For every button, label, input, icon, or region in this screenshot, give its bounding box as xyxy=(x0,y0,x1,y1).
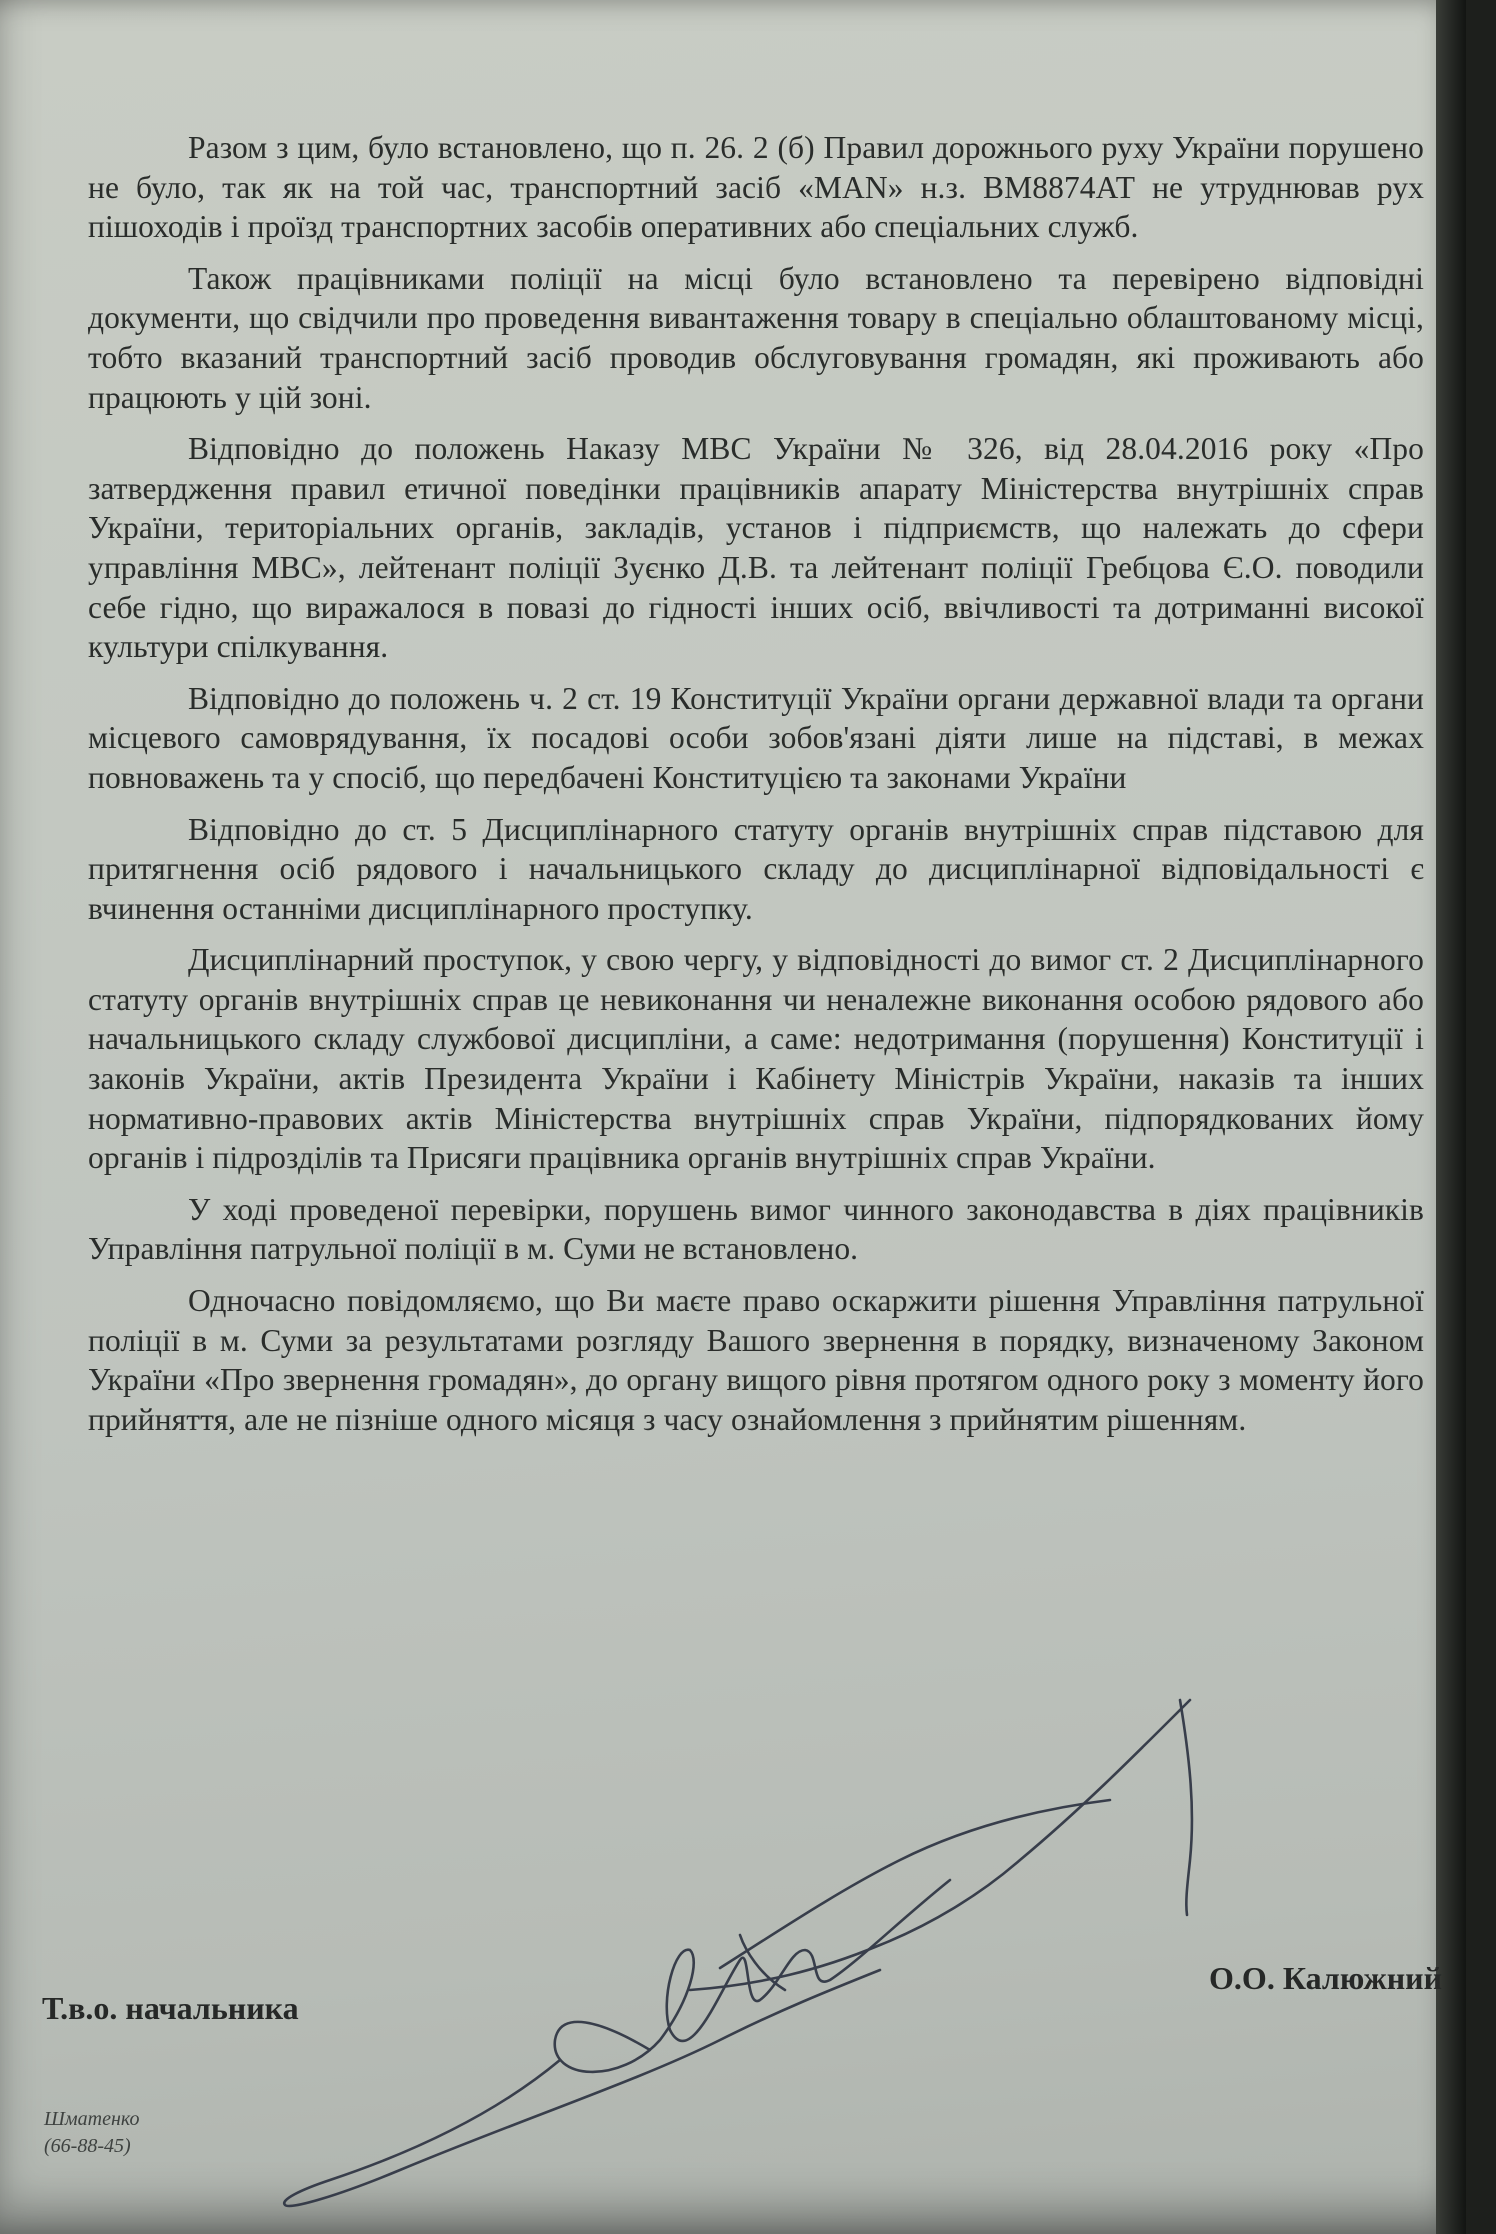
executor-name: Шматенко xyxy=(44,2108,140,2130)
letter-body xyxy=(88,128,1424,1451)
signatory-name: О.О. Калюжний xyxy=(1209,1960,1442,1996)
paragraph-disciplinary-statute: Відповідно до ст. 5 Дисциплінарного статуту органів внутрішніх справ підставою для притягнення осіб рядового і начальницького складу до дисциплінарної відповідальності є вчинення останніми дисциплінарного проступку. xyxy=(88,811,1424,926)
paragraph-appeal-right: Одночасно повідомляємо, що Ви маєте право оскаржити рішення Управління патрульної поліції в м. Суми за результатами розгляду Вашого звернення в порядку, визначеному Законом України «Про звернення громадян», до органу вищого рівня протягом одного року з моменту його прийняття, але не пізніше одного місяця з часу ознайомлення з прийнятим рішенням. xyxy=(88,1283,1424,1437)
paragraph-check-result: У ході проведеної перевірки, порушень вимог чинного законодавства в діях працівників Управління патрульної поліції в м. Суми не встановлено. xyxy=(88,1191,1424,1267)
paragraph-documents-checked: Також працівниками поліції на місці було встановлено та перевірено відповідні документи, що свідчили про проведення вивантаження товару в спеціально облаштованому місці, тобто вказаний транспортний засіб проводив обслуговування громадян, які проживають або працюють у цій зоні. xyxy=(88,260,1424,415)
page-shadow-edge xyxy=(1436,0,1466,2234)
executor-block xyxy=(44,2106,139,2160)
paragraph-constitution: Відповідно до положень ч. 2 ст. 19 Конституції України органи державної влади та органи місцевого самоврядування, їх посадові особи зобов'язані діяти лише на підставі, в межах повноважень та у спосіб, що передбачені Конституцією та законами України xyxy=(88,680,1424,795)
paragraph-ethics-order: Відповідно до положень Наказу МВС України № 326, від 28.04.2016 року «Про затвердження правил етичної поведінки працівників апарату Міністерства внутрішніх справ України, територіальних органів, закладів, установ і підприємств, що належать до сфери управління МВС», лейтенант поліції Зуєнко Д.В. та лейтенант поліції Гребцова Є.О. поводили себе гідно, що виражалося в повазі до гідності інших осіб, ввічливості та дотриманні високої культури спілкування. xyxy=(88,431,1424,665)
signatory-title: Т.в.о. начальника xyxy=(42,1990,299,2026)
executor-phone: (66-88-45) xyxy=(44,2135,131,2157)
paragraph-traffic-rules: Разом з цим, було встановлено, що п. 26. 2 (б) Правил дорожнього руху України порушено не було, так як на той час, транспортний засіб «MAN» н.з. ВМ8874АТ не утруднював рух пішоходів і проїзд транспортних засобів оперативних або спеціальних служб. xyxy=(88,130,1424,245)
paragraph-disciplinary-offense: Дисциплінарний проступок, у свою чергу, у відповідності до вимог ст. 2 Дисциплінарного статуту органів внутрішніх справ це невиконання чи неналежне виконання особою рядового або начальницького складу службової дисципліни, а саме: недотримання (порушення) Конституції і законів України, актів Президента України і Кабінету Міністрів України, наказів та інших нормативно-правових актів Міністерства внутрішніх справ України, підпорядкованих йому органів і підрозділів та Присяги працівника органів внутрішніх справ України. xyxy=(88,942,1424,1176)
